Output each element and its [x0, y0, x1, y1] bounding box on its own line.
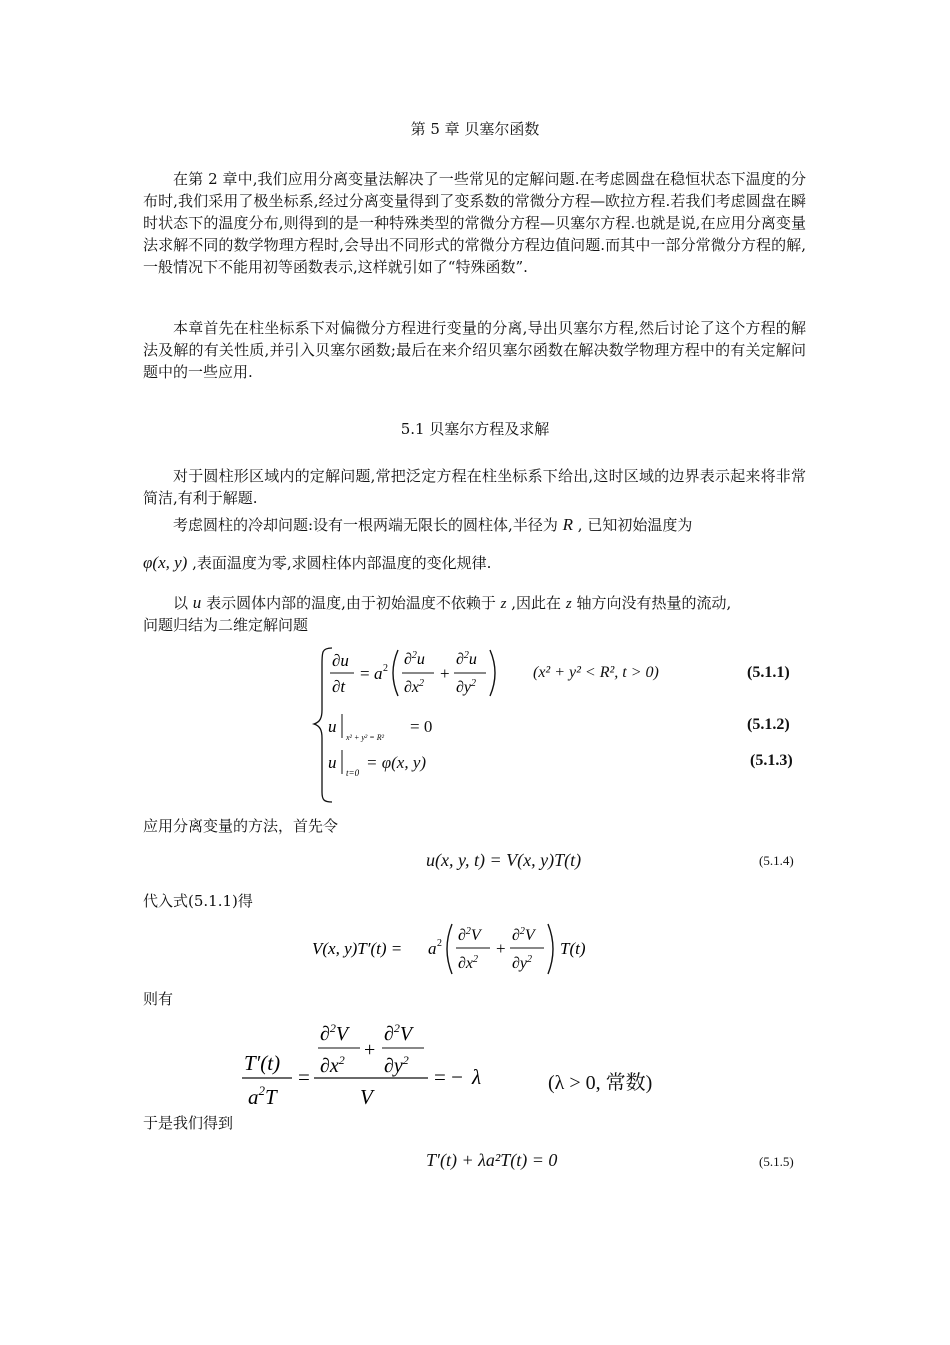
svg-text:∂u: ∂u	[332, 651, 349, 670]
svg-text:2: 2	[437, 938, 442, 949]
svg-text:∂x2: $\partial x^2$	[458, 954, 479, 972]
intro-paragraph-2: 本章首先在柱坐标系下对偏微分方程进行变量的分离,导出贝塞尔方程,然后讨论了这个方程的解法及解的有关性质,并引入贝塞尔函数;最后在来介绍贝塞尔函数在解决数学物理方程中的有关定解问题中的一些应用.	[143, 319, 806, 381]
eq-5-1-2-rhs: = 0	[410, 717, 433, 736]
intro-paragraph-1: 在第 2 章中,我们应用分离变量法解决了一些常见的定解问题.在考虑圆盘在稳恒状态下温度的分布时,我们采用了极坐标系,经过分离变量得到了变系数的常微分方程—欧拉方程.若我们考虑圆盘在瞬时状态下的温度分布,则得到的是一种特殊类型的常微分方程—贝塞尔方程.也就是说,在应用分离变量法求解不同的数学物理方程时,会导出不同形式的常微分方程边值问题.而其中一部分常微分方程的解,一般情况下不能用初等函数表示,这样就引如了“特殊函数”.	[143, 170, 806, 276]
svg-text:+: +	[440, 664, 450, 683]
section-paragraph-1: 对于圆柱形区域内的定解问题,常把泛定方程在柱坐标系下给出,这时区域的边界表示起来将非常简洁,有利于解题.	[143, 467, 806, 507]
p2-mid: , 已知初始温度为	[577, 516, 693, 534]
svg-text:∂2u: ∂$^2$u	[404, 650, 425, 668]
section-paragraph-3-line-2: 问题归结为二维定解问题	[143, 616, 309, 634]
eq-5-1-2-number: (5.1.2)	[747, 716, 790, 733]
z-symbol-2: z	[565, 596, 572, 612]
svg-text:∂t: ∂t	[332, 677, 346, 696]
svg-text:∂2V: ∂$^2$V	[512, 926, 535, 944]
section-title: 5.1 贝塞尔方程及求解	[400, 420, 550, 438]
p2-suffix: ,表面温度为零,求圆柱体内部温度的变化规律.	[192, 554, 492, 572]
svg-text:a: a	[374, 664, 383, 683]
svg-text:=: =	[360, 664, 370, 683]
section-paragraph-3-line-1	[173, 592, 731, 615]
svg-text:∂y2: $\partial y^2$	[456, 678, 477, 696]
section-paragraph-2-line-2	[143, 552, 491, 574]
section-paragraph-2-line-1	[173, 514, 692, 536]
eq-5-1-3-number: (5.1.3)	[750, 752, 793, 769]
svg-text:∂2u: ∂$^2$u	[456, 650, 477, 668]
svg-text:+: +	[496, 939, 506, 958]
chapter-title: 第 5 章 贝塞尔函数	[410, 120, 540, 138]
svg-text:∂y2: $\partial y^2$	[384, 1053, 409, 1077]
svg-text:∂y2: $\partial y^2$	[512, 954, 533, 972]
substituted-equation	[308, 918, 608, 984]
p3-a: 以	[173, 594, 189, 612]
svg-text:∂2V: ∂$^2$V	[320, 1021, 349, 1045]
svg-text:V: V	[360, 1085, 373, 1109]
eq-5-1-3-rhs: = φ(x, y)	[366, 753, 427, 772]
initial-temp-symbol: φ(x, y)	[143, 553, 188, 572]
svg-text:∂x2: $\partial x^2$	[320, 1053, 345, 1077]
svg-text:V(x, y)T′(t) =: V(x, y)T′(t) =	[312, 939, 403, 958]
eq-5-1-4-number: (5.1.4)	[759, 853, 794, 868]
svg-text:=: =	[298, 1065, 310, 1089]
svg-text:2: 2	[383, 663, 388, 674]
svg-text:λ: λ	[472, 1065, 482, 1089]
svg-text:t=0: t=0	[346, 768, 360, 778]
temp-symbol: u	[192, 593, 202, 612]
substitute-text: 代入式(5.1.1)得	[143, 892, 253, 910]
svg-text:a: a	[428, 939, 437, 958]
eq-5-1-5-number: (5.1.5)	[759, 1154, 794, 1169]
svg-text:+: +	[364, 1039, 376, 1061]
p2-prefix: 考虑圆柱的冷却问题:设有一根两端无限长的圆柱体,半径为	[173, 516, 558, 534]
z-symbol-1: z	[500, 596, 507, 612]
svg-text:= −: = −	[434, 1065, 463, 1089]
svg-text:x² + y² = R²: x² + y² = R²	[346, 733, 384, 742]
svg-text:u: u	[328, 717, 337, 736]
p3-b: 表示圆体内部的温度,由于初始温度不依赖于	[206, 594, 496, 612]
svg-text:u: u	[328, 753, 337, 772]
separation-ratio-equation	[238, 1012, 518, 1112]
svg-text:∂2V: ∂$^2$V	[458, 926, 481, 944]
eq-5-1-4: u(x, y, t) = V(x, y)T(t)	[426, 850, 582, 870]
eq-5-1-5: T′(t) + λa²T(t) = 0	[426, 1150, 558, 1170]
svg-text:a2T: $a^2T$	[248, 1083, 277, 1109]
then-have-text: 则有	[143, 990, 174, 1008]
p3-c: ,因此在	[511, 594, 562, 612]
so-get-text: 于是我们得到	[143, 1114, 234, 1132]
separation-text: 应用分离变量的方法，首先令	[143, 817, 339, 835]
svg-text:∂x2: $\partial x^2$	[404, 678, 425, 696]
lambda-note: (λ > 0, 常数)	[548, 1072, 653, 1094]
radius-symbol: R	[562, 515, 573, 534]
eq-5-1-1-condition: (x² + y² < R², t > 0)	[533, 664, 659, 681]
eq-5-1-1-number: (5.1.1)	[747, 664, 790, 681]
svg-text:T(t): T(t)	[560, 939, 586, 958]
p3-d: 轴方向没有热量的流动,	[576, 594, 732, 612]
svg-text:T′(t): T′(t)	[244, 1051, 281, 1075]
svg-text:∂2V: ∂$^2$V	[384, 1021, 413, 1045]
